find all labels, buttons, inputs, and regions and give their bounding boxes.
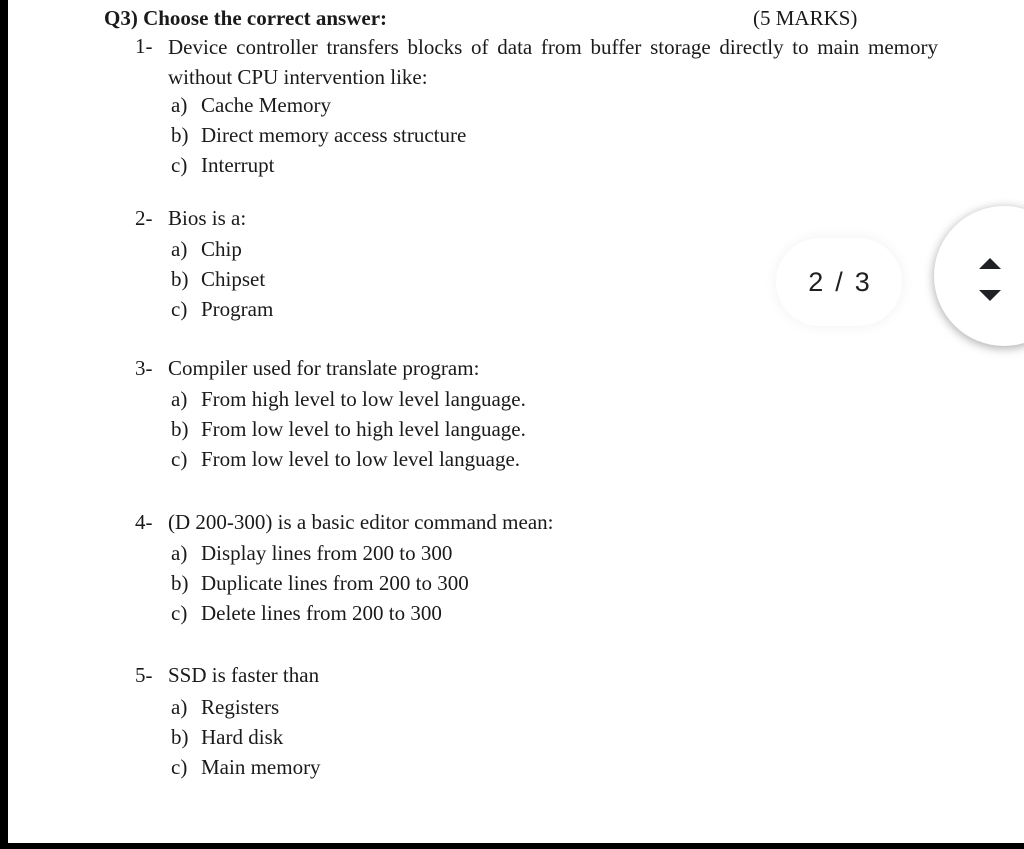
option-letter: a) — [171, 93, 188, 117]
option-letter: c) — [171, 297, 188, 321]
option-text: Main memory — [201, 755, 321, 779]
option-c — [171, 444, 526, 474]
option-text: Duplicate lines from 200 to 300 — [201, 571, 469, 595]
option-letter: a) — [171, 387, 188, 411]
page-indicator — [776, 238, 902, 326]
option-list — [171, 234, 273, 324]
option-text: Cache Memory — [201, 93, 332, 117]
option-letter: b) — [171, 123, 189, 147]
option-a — [171, 90, 466, 120]
question-text: SSD is faster than — [168, 663, 320, 687]
option-a — [171, 538, 469, 568]
marks-label: (5 MARKS) — [753, 6, 858, 30]
question-1 — [135, 32, 955, 182]
option-c — [171, 598, 469, 628]
option-c — [171, 294, 273, 324]
question-text: Device controller transfers blocks of data from buffer storage directly to main memory without CPU intervention like: — [168, 35, 938, 89]
option-letter: c) — [171, 755, 188, 779]
option-text: From high level to low level language. — [201, 387, 526, 411]
option-b — [171, 264, 273, 294]
question-text: Compiler used for translate program: — [168, 356, 480, 380]
section-title: Q3) Choose the correct answer: — [104, 6, 388, 30]
option-text: Interrupt — [201, 153, 275, 177]
option-letter: a) — [171, 695, 188, 719]
option-text: Registers — [201, 695, 280, 719]
option-b — [171, 722, 321, 752]
current-page: 2 — [808, 266, 824, 297]
option-list — [171, 90, 466, 180]
option-a — [171, 234, 273, 264]
question-2 — [135, 204, 535, 334]
option-letter: b) — [171, 571, 189, 595]
question-3 — [135, 354, 735, 484]
question-number: 2- — [135, 206, 153, 230]
option-letter: c) — [171, 153, 188, 177]
triangle-up-icon[interactable] — [979, 258, 1001, 269]
option-text: Program — [201, 297, 274, 321]
option-text: From low level to high level language. — [201, 417, 526, 441]
question-number: 3- — [135, 356, 153, 380]
option-letter: b) — [171, 417, 189, 441]
option-list — [171, 538, 469, 628]
option-letter: c) — [171, 447, 188, 471]
option-letter: b) — [171, 267, 189, 291]
option-a — [171, 692, 321, 722]
option-list — [171, 692, 321, 782]
option-text: From low level to low level language. — [201, 447, 521, 471]
page-separator: / — [835, 266, 843, 297]
option-letter: a) — [171, 541, 188, 565]
option-letter: a) — [171, 237, 188, 261]
question-number: 1- — [135, 34, 153, 58]
triangle-down-icon[interactable] — [979, 290, 1001, 301]
question-4 — [135, 508, 735, 638]
option-text: Hard disk — [201, 725, 284, 749]
option-text: Display lines from 200 to 300 — [201, 541, 453, 565]
option-b — [171, 414, 526, 444]
option-text: Direct memory access structure — [201, 123, 467, 147]
option-text: Chip — [201, 237, 242, 261]
question-text: (D 200-300) is a basic editor command mean: — [168, 510, 554, 534]
question-5 — [135, 661, 735, 791]
option-b — [171, 568, 469, 598]
option-letter: b) — [171, 725, 189, 749]
document-page — [8, 0, 1024, 843]
option-letter: c) — [171, 601, 188, 625]
question-text: Bios is a: — [168, 206, 247, 230]
question-number: 5- — [135, 663, 153, 687]
option-a — [171, 384, 526, 414]
question-number: 4- — [135, 510, 153, 534]
option-c — [171, 752, 321, 782]
option-text: Chipset — [201, 267, 266, 291]
option-c — [171, 150, 466, 180]
option-text: Delete lines from 200 to 300 — [201, 601, 442, 625]
option-list — [171, 384, 526, 474]
total-pages: 3 — [854, 266, 870, 297]
option-b — [171, 120, 466, 150]
